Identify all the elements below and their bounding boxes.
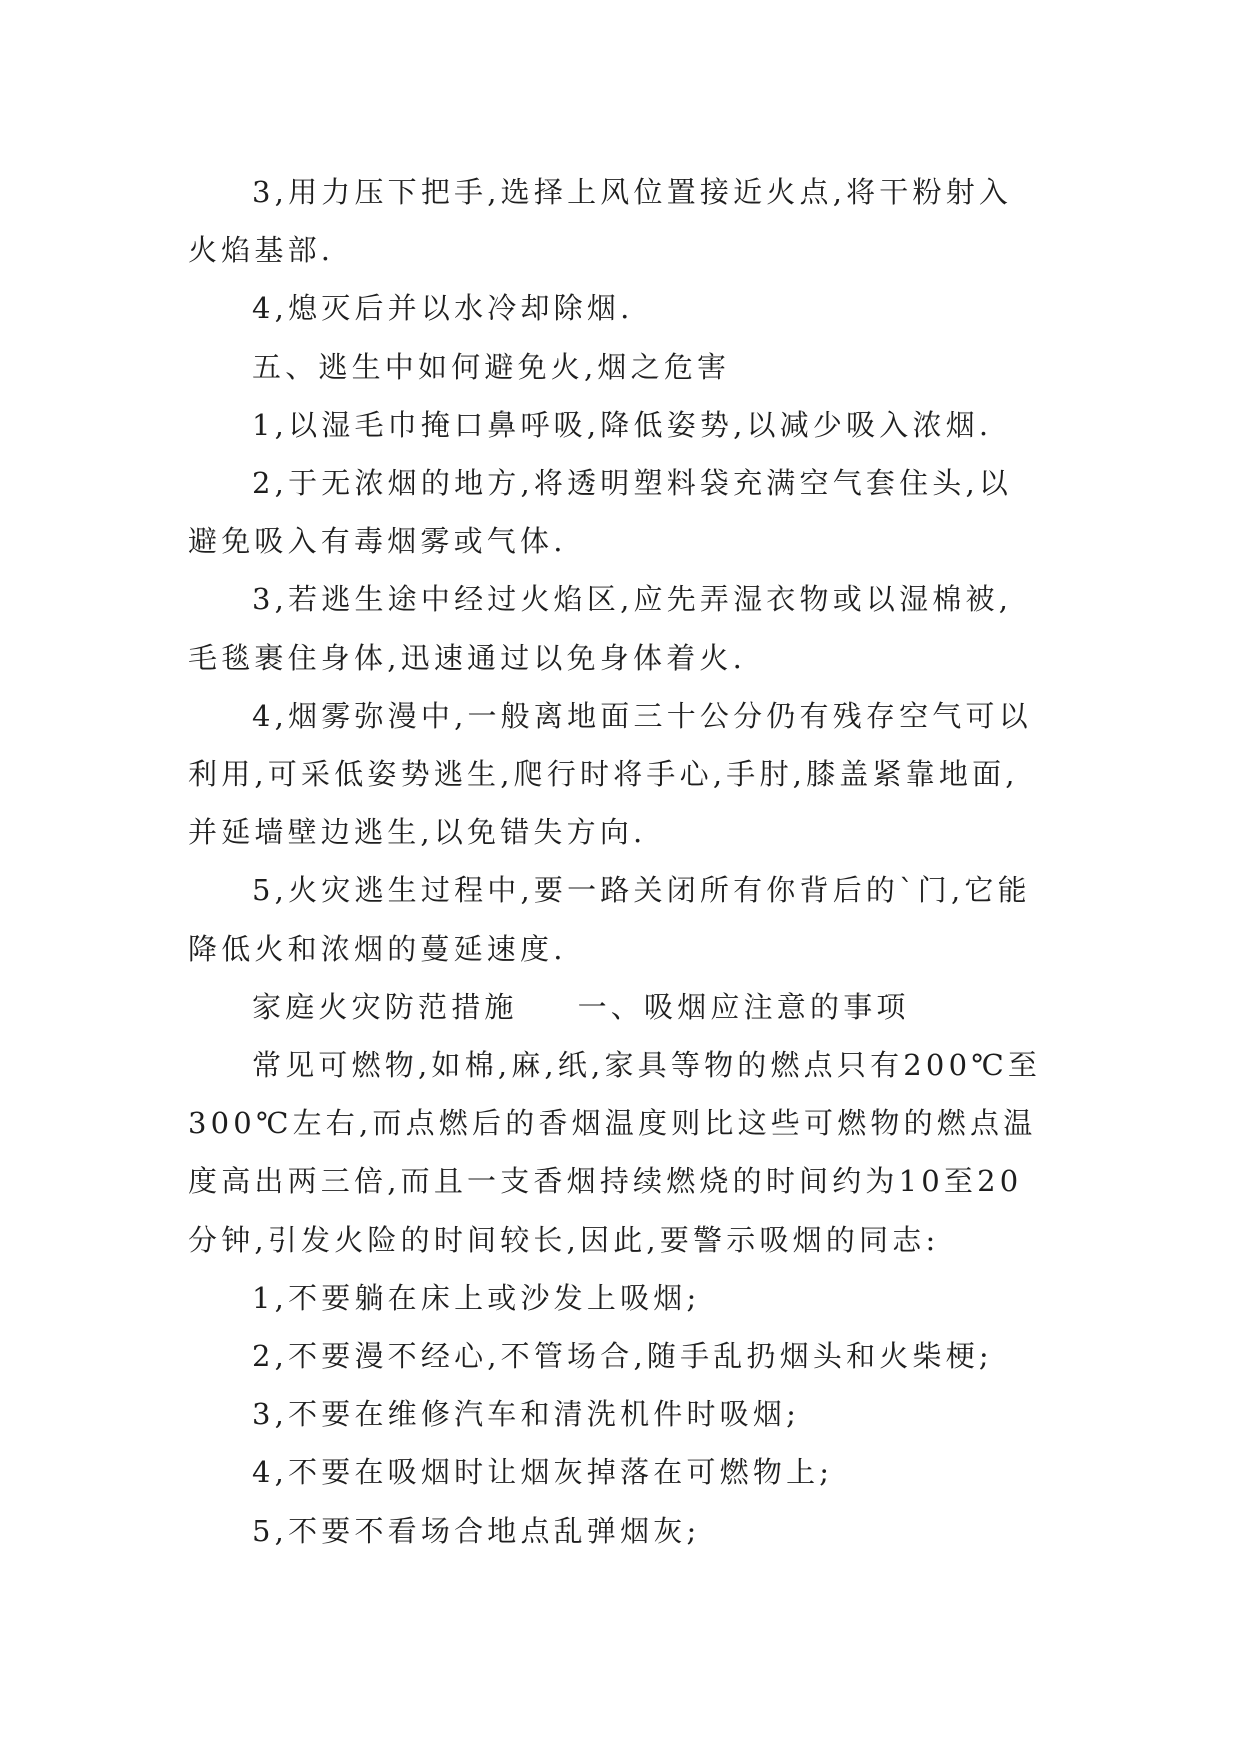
paragraph [188, 687, 1054, 862]
section-heading [188, 978, 1054, 1036]
paragraph [188, 1036, 1054, 1269]
text-line: 1,以湿毛巾掩口鼻呼吸,降低姿势,以减少吸入浓烟. [252, 407, 993, 442]
text-line: 3,不要在维修汽车和清洗机件时吸烟; [252, 1397, 801, 1432]
paragraph [188, 279, 1054, 337]
document-body [188, 163, 1054, 1560]
list-item [188, 1443, 1054, 1501]
paragraph [188, 861, 1054, 977]
text-line: 毛毯裹住身体,迅速通过以免身体着火. [188, 640, 747, 675]
text-line: 3,用力压下把手,选择上风位置接近火点,将干粉射入 [252, 175, 1013, 209]
text-line: 五、逃生中如何避免火,烟之危害 [252, 349, 731, 384]
text-line: 常见可燃物,如棉,麻,纸,家具等物的燃点只有200℃至 [252, 1048, 1042, 1083]
text-line: 并延墙壁边逃生,以免错失方向. [188, 815, 647, 850]
paragraph [188, 396, 1054, 454]
paragraph [188, 570, 1054, 686]
text-line: 2,于无浓烟的地方,将透明塑料袋充满空气套住头,以 [252, 466, 1013, 501]
section-heading [188, 338, 1054, 396]
text-line: 300℃左右,而点燃后的香烟温度则比这些可燃物的燃点温 [188, 1106, 1037, 1141]
text-line: 避免吸入有毒烟雾或气体. [188, 524, 567, 559]
text-line: 度高出两三倍,而且一支香烟持续燃烧的时间约为10至20 [188, 1164, 1023, 1199]
text-line: 2,不要漫不经心,不管场合,随手乱扔烟头和火柴梗; [252, 1339, 993, 1374]
paragraph [188, 454, 1054, 570]
text-line: 5,火灾逃生过程中,要一路关闭所有你背后的`门,它能 [252, 873, 1031, 908]
text-line: 降低火和浓烟的蔓延速度. [188, 931, 567, 966]
heading-left: 家庭火灾防范措施 [252, 989, 518, 1024]
list-item [188, 1502, 1054, 1560]
text-line: 3,若逃生途中经过火焰区,应先弄湿衣物或以湿棉被, [252, 582, 1013, 617]
text-line: 4,烟雾弥漫中,一般离地面三十公分仍有残存空气可以 [252, 698, 1032, 733]
heading-right: 一、吸烟应注意的事项 [577, 989, 910, 1024]
text-line: 1,不要躺在床上或沙发上吸烟; [252, 1280, 701, 1315]
list-item [188, 1269, 1054, 1327]
text-line: 分钟,引发火险的时间较长,因此,要警示吸烟的同志: [188, 1222, 940, 1257]
heading-line [188, 978, 1054, 1036]
text-line: 4,不要在吸烟时让烟灰掉落在可燃物上; [252, 1455, 834, 1490]
text-line: 5,不要不看场合地点乱弹烟灰; [252, 1513, 701, 1548]
text-line: 4,熄灭后并以水冷却除烟. [252, 291, 634, 326]
paragraph [188, 163, 1054, 279]
text-line: 利用,可采低姿势逃生,爬行时将手心,手肘,膝盖紧靠地面, [188, 757, 1019, 792]
list-item [188, 1385, 1054, 1443]
text-line: 火焰基部. [188, 233, 335, 268]
list-item [188, 1327, 1054, 1385]
